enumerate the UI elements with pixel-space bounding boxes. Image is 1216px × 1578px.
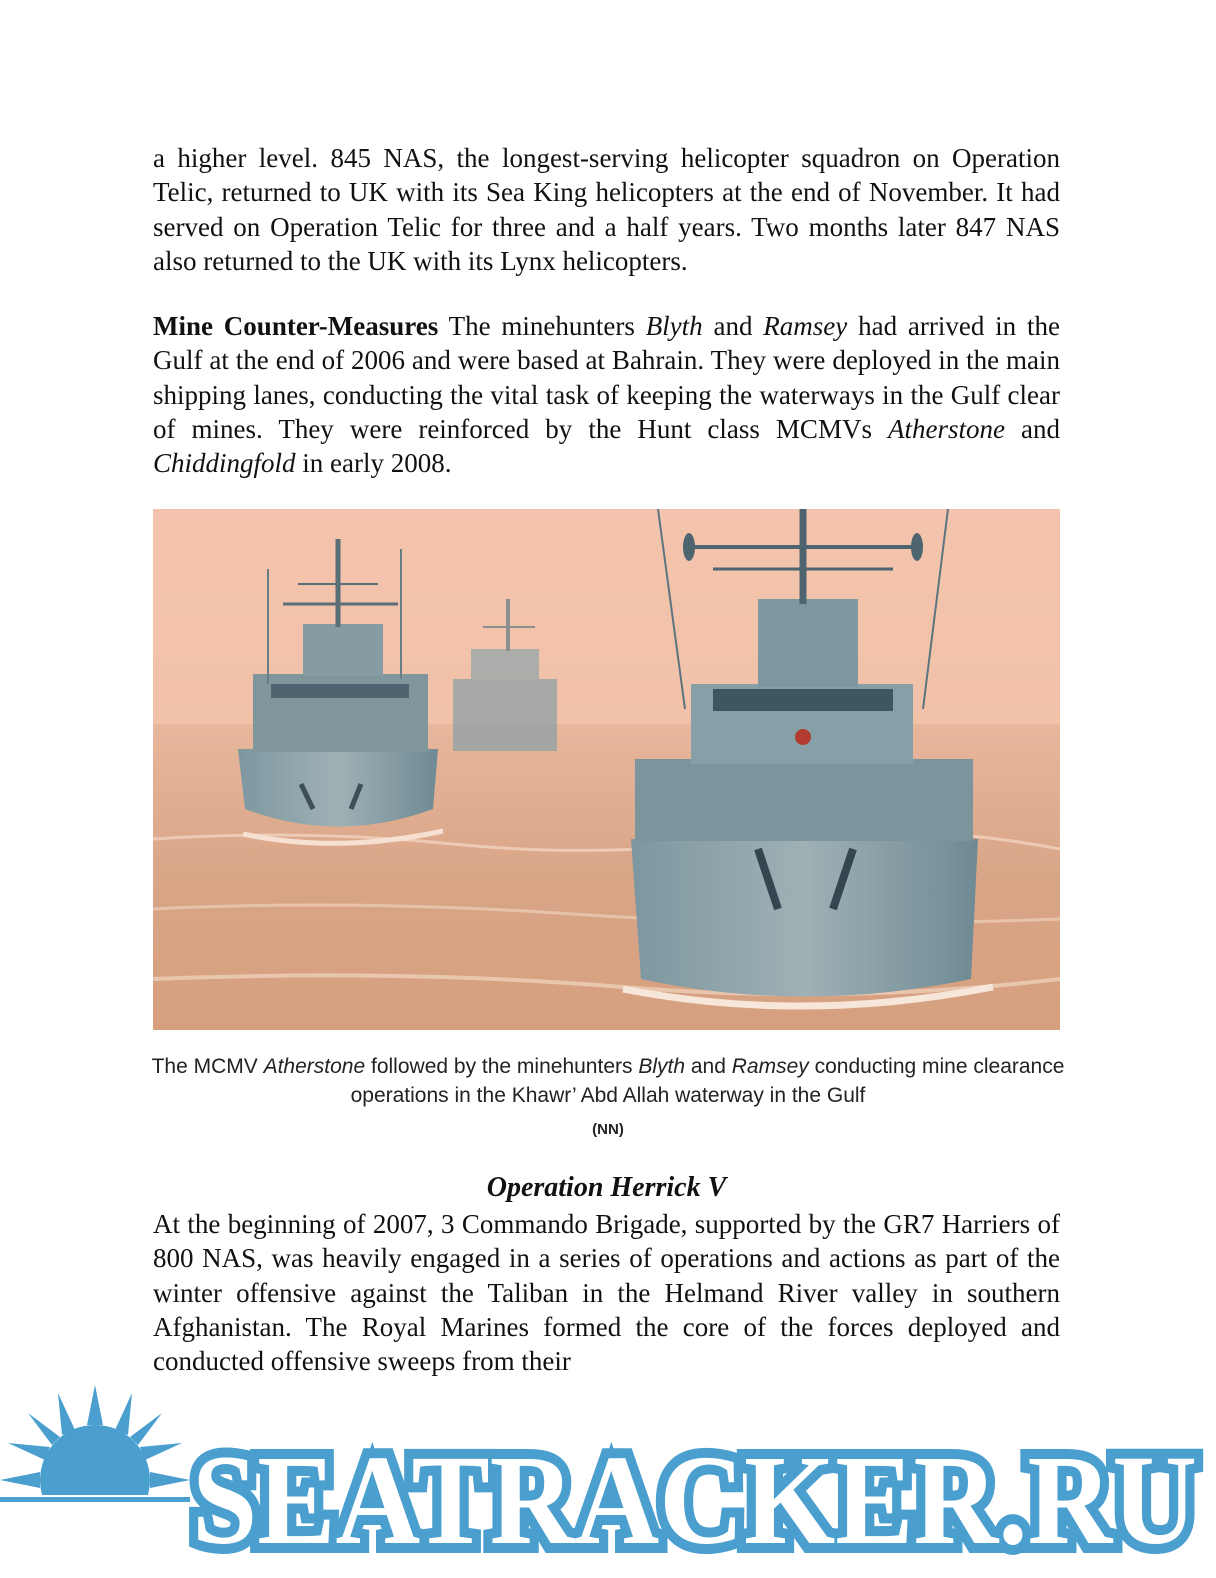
photo-caption — [120, 1052, 1096, 1110]
ship-name: Ramsey — [763, 311, 848, 341]
paragraph-text: in early 2008. — [295, 448, 452, 479]
ship-name: Atherstone — [263, 1055, 366, 1078]
ship-name: Chiddingfold — [153, 448, 296, 479]
photo-credit: (NN) — [592, 1121, 624, 1138]
paragraph-text: had arrived in the Gulf at the end of 2006 and were based at Bahrain. They were deployed in the main shipping lanes, conducting the vital task of keeping the waterways in the Gulf clear of mines. They were reinforced by the Hunt class MCMVs — [153, 311, 1060, 444]
minehunters-photo — [153, 509, 1060, 1030]
ship-name: Atherstone — [888, 413, 1005, 444]
paragraph-text: and — [1004, 413, 1061, 444]
ships-illustration — [153, 509, 1060, 1030]
ship-name: Ramsey — [731, 1055, 809, 1078]
paragraph-text: and — [702, 311, 764, 341]
caption-text: and — [685, 1055, 732, 1078]
ship-name: Blyth — [645, 311, 703, 341]
sun-icon — [0, 1385, 190, 1573]
watermark-text: SEATRACKER.RU — [192, 1429, 1197, 1571]
paragraph-run-in-heading: Mine Counter-Measures — [153, 311, 439, 341]
paragraph-mine-countermeasures — [153, 309, 1060, 480]
paragraph-text: At the beginning of 2007, 3 Commando Brigade, supported by the GR7 Harriers of 800 NAS, was heavily engaged in a series of operations and actions as part of the winter offensive against the Taliban in the Helmand River valley in southern Afghanistan. The Royal Marines formed the core of the forces deployed and conducted offensive sweeps from their — [153, 1209, 1060, 1377]
watermark — [0, 1385, 1216, 1573]
ship-name: Blyth — [638, 1055, 686, 1078]
paragraph-text: The minehunters — [438, 311, 646, 341]
paragraph-text: a higher level. 845 NAS, the longest-serving helicopter squadron on Operation Telic, returned to UK with its Sea King helicopters at the end of November. It had served on Operation Telic for three and a half years. Two months later 847 NAS also returned to the UK with its Lynx helicopters. — [153, 143, 1060, 276]
caption-text: followed by the minehunters — [365, 1055, 639, 1078]
section-heading: Operation Herrick V — [486, 1172, 727, 1203]
paragraph-helicopter-squadrons — [153, 141, 1060, 278]
watermark-graphic — [0, 1385, 1216, 1573]
paragraph-operation-herrick — [153, 1207, 1060, 1378]
caption-text: conducting mine clearance operations in the Khawr’ Abd Allah waterway in the Gulf — [350, 1055, 1065, 1107]
caption-text: The MCMV — [151, 1055, 264, 1078]
